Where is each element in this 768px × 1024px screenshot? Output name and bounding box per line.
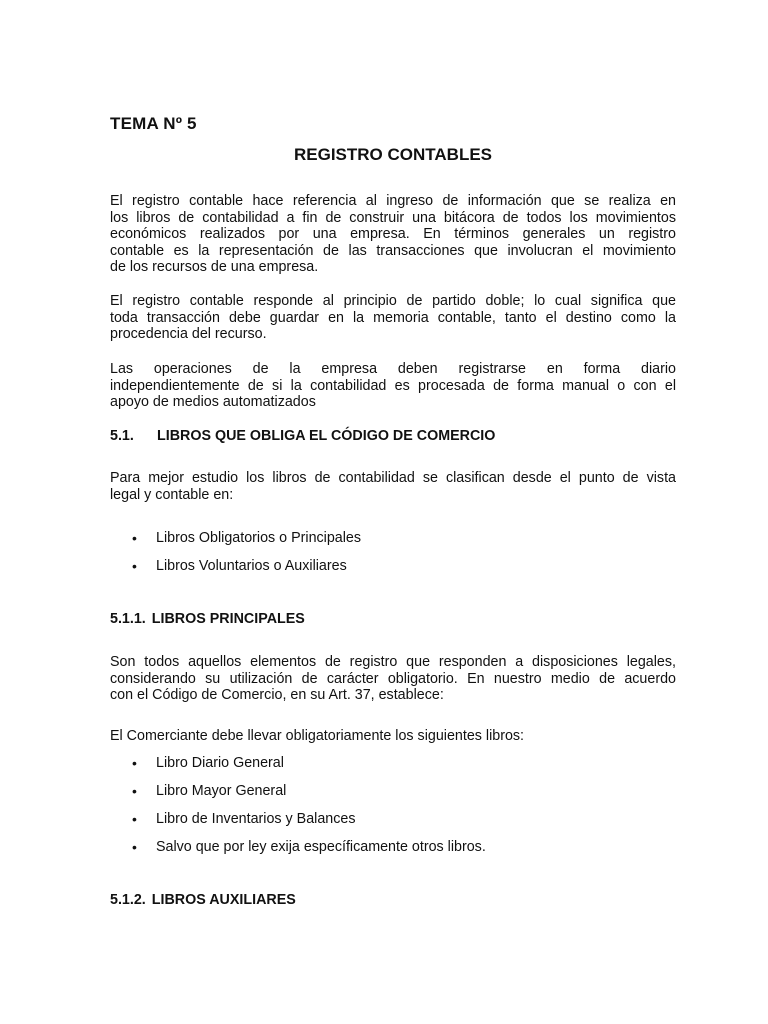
bullet-icon: • [132, 530, 137, 546]
list-item [132, 558, 361, 574]
list-item [132, 839, 486, 855]
paragraph-line: procedencia del recurso. [110, 326, 267, 343]
bullet-icon: • [132, 783, 137, 799]
bullet-icon: • [132, 811, 137, 827]
list-item-text: Salvo que por ley exija específicamente otros libros. [156, 839, 486, 855]
paragraph-intro [110, 193, 676, 276]
page-title: REGISTRO CONTABLES [293, 145, 493, 164]
list-item-text: Libro de Inventarios y Balances [156, 811, 356, 827]
paragraph-line: legal y contable en: [110, 486, 234, 503]
list-item-text: Libros Obligatorios o Principales [156, 530, 362, 546]
paragraph-line: de los recursos de una empresa. [110, 259, 319, 276]
book-types-list [132, 530, 361, 574]
section-title: LIBROS PRINCIPALES [151, 611, 305, 627]
bullet-icon: • [132, 558, 137, 574]
paragraph-line: independientemente de si la contabilidad es procesada de forma manual o con el [110, 377, 676, 394]
section-heading-5-1 [110, 428, 495, 444]
section-heading-5-1-2 [110, 892, 296, 908]
paragraph-line: contable es la representación de las transacciones que involucran el movimiento [110, 242, 676, 259]
section-title: LIBROS AUXILIARES [151, 892, 296, 908]
required-books-list [132, 755, 486, 855]
topic-heading: TEMA Nº 5 [110, 114, 197, 133]
paragraph-double-entry [110, 293, 676, 343]
paragraph-line: toda transacción debe guardar en la memoria contable, tanto el destino como la [110, 309, 676, 326]
list-item [132, 530, 361, 546]
list-item [132, 811, 486, 827]
paragraph-line: apoyo de medios automatizados [110, 394, 316, 411]
paragraph-line: con el Código de Comercio, en su Art. 37, establece: [110, 687, 444, 704]
paragraph-line: económicos realizados por una empresa. En términos generales un registro [110, 226, 676, 243]
paragraph-classification [110, 470, 676, 503]
list-item [132, 755, 486, 771]
bullet-icon: • [132, 755, 137, 771]
paragraph-line: considerando su utilización de carácter obligatorio. En nuestro medio de acuerdo [110, 670, 676, 687]
paragraph-line: Las operaciones de la empresa deben registrarse en forma diario [110, 361, 676, 377]
section-heading-5-1-1 [110, 611, 305, 627]
paragraph-line: Para mejor estudio los libros de contabilidad se clasifican desde el punto de vista [110, 470, 676, 486]
paragraph-operations [110, 361, 676, 411]
paragraph-principal-books [110, 654, 676, 704]
list-item-text: Libro Diario General [156, 755, 284, 771]
section-number: 5.1.1. [110, 611, 146, 627]
paragraph-line: los libros de contabilidad a fin de construir una bitácora de todos los movimientos [110, 209, 676, 226]
list-item-text: Libro Mayor General [156, 783, 287, 799]
paragraph-line: Son todos aquellos elementos de registro que responden a disposiciones legales, [110, 654, 676, 670]
paragraph-line: El Comerciante debe llevar obligatoriamente los siguientes libros: [110, 728, 525, 744]
section-number: 5.1. [110, 428, 134, 444]
paragraph-line: El registro contable hace referencia al ingreso de información que se realiza en [110, 193, 676, 209]
paragraph-required-books [110, 728, 676, 745]
list-item-text: Libros Voluntarios o Auxiliares [156, 558, 347, 574]
list-item [132, 783, 486, 799]
section-title: LIBROS QUE OBLIGA EL CÓDIGO DE COMERCIO [157, 428, 496, 444]
bullet-icon: • [132, 839, 137, 855]
section-number: 5.1.2. [110, 892, 146, 908]
paragraph-line: El registro contable responde al principio de partido doble; lo cual significa que [110, 293, 676, 309]
